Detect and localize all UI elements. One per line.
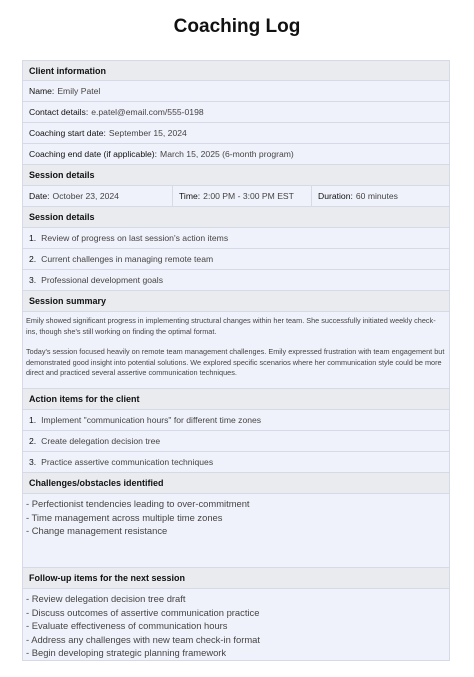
session-summary-heading: Session summary <box>22 291 450 312</box>
session-summary-text[interactable] <box>22 312 450 389</box>
challenge-item: - Time management across multiple time zones <box>26 511 223 523</box>
session-details-row <box>22 186 450 207</box>
client-info-heading: Client information <box>22 60 450 81</box>
action-text: Practice assertive communication techniques <box>41 457 214 467</box>
challenges-text[interactable] <box>22 494 450 568</box>
followup-text[interactable] <box>22 589 450 661</box>
followup-item: - Begin developing strategic planning framework <box>26 647 227 658</box>
client-name-field[interactable] <box>22 81 450 102</box>
client-name-label: Name: <box>29 86 55 96</box>
session-topic-item[interactable] <box>22 249 450 270</box>
end-date-value: March 15, 2025 (6-month program) <box>160 149 294 159</box>
topic-number: 3. <box>29 275 37 285</box>
session-topic-item[interactable] <box>22 270 450 291</box>
topic-number: 1. <box>29 233 37 243</box>
summary-paragraph-1: Emily showed significant progress in implementing structural changes within her team. She successfully initiated weekly check-ins, though she's still working on finding the optimal format. <box>26 316 436 336</box>
summary-paragraph-2: Today's session focused heavily on remote team management challenges. Emily expressed frustration with team engagement but demonstrated good insight into potential solutions. We explored specific scenarios where her communication style could be more direct and practiced several assertive communication techniques. <box>26 347 445 377</box>
session-duration-field[interactable] <box>312 186 449 206</box>
challenge-item: - Change management resistance <box>26 525 168 536</box>
session-date-field[interactable] <box>23 186 173 206</box>
action-text: Create delegation decision tree <box>41 436 161 446</box>
session-date-label: Date: <box>29 191 50 201</box>
start-date-field[interactable] <box>22 123 450 144</box>
start-date-value: September 15, 2024 <box>108 128 187 138</box>
contact-details-label: Contact details: <box>29 107 89 117</box>
action-number: 1. <box>29 415 37 425</box>
action-number: 2. <box>29 436 37 446</box>
client-name-value: Emily Patel <box>57 86 101 96</box>
session-details-heading: Session details <box>22 165 450 186</box>
followup-heading: Follow-up items for the next session <box>22 568 450 589</box>
topic-text: Professional development goals <box>41 275 163 285</box>
action-item[interactable] <box>22 452 450 473</box>
page-title: Coaching Log <box>173 16 301 37</box>
session-duration-value: 60 minutes <box>355 191 398 201</box>
followup-item: - Address any challenges with new team check-in format <box>26 633 260 645</box>
action-item[interactable] <box>22 431 450 452</box>
session-duration-label: Duration: <box>318 191 353 201</box>
session-topic-item[interactable] <box>22 228 450 249</box>
action-items-heading: Action items for the client <box>22 389 450 410</box>
followup-item: - Discuss outcomes of assertive communication practice <box>26 606 260 618</box>
session-time-label: Time: <box>179 191 201 201</box>
contact-details-value: e.patel@email.com/555-0198 <box>91 107 204 117</box>
followup-item: - Review delegation decision tree draft <box>26 593 186 604</box>
topic-number: 2. <box>29 254 37 264</box>
action-number: 3. <box>29 457 37 467</box>
challenge-item: - Perfectionist tendencies leading to over-commitment <box>26 498 250 509</box>
followup-item: - Evaluate effectiveness of communication hours <box>26 620 228 631</box>
topic-text: Review of progress on last session's action items <box>41 233 229 243</box>
start-date-label: Coaching start date: <box>29 128 106 138</box>
contact-details-field[interactable] <box>22 102 450 123</box>
coaching-log-form <box>22 60 450 661</box>
end-date-field[interactable] <box>22 144 450 165</box>
challenges-heading: Challenges/obstacles identified <box>22 473 450 494</box>
session-topics-heading: Session details <box>22 207 450 228</box>
end-date-label: Coaching end date (if applicable): <box>29 149 158 159</box>
session-time-field[interactable] <box>173 186 312 206</box>
topic-text: Current challenges in managing remote team <box>41 254 214 264</box>
action-text: Implement "communication hours" for different time zones <box>41 415 262 425</box>
session-date-value: October 23, 2024 <box>52 191 119 201</box>
action-item[interactable] <box>22 410 450 431</box>
session-time-value: 2:00 PM - 3:00 PM EST <box>203 191 294 201</box>
